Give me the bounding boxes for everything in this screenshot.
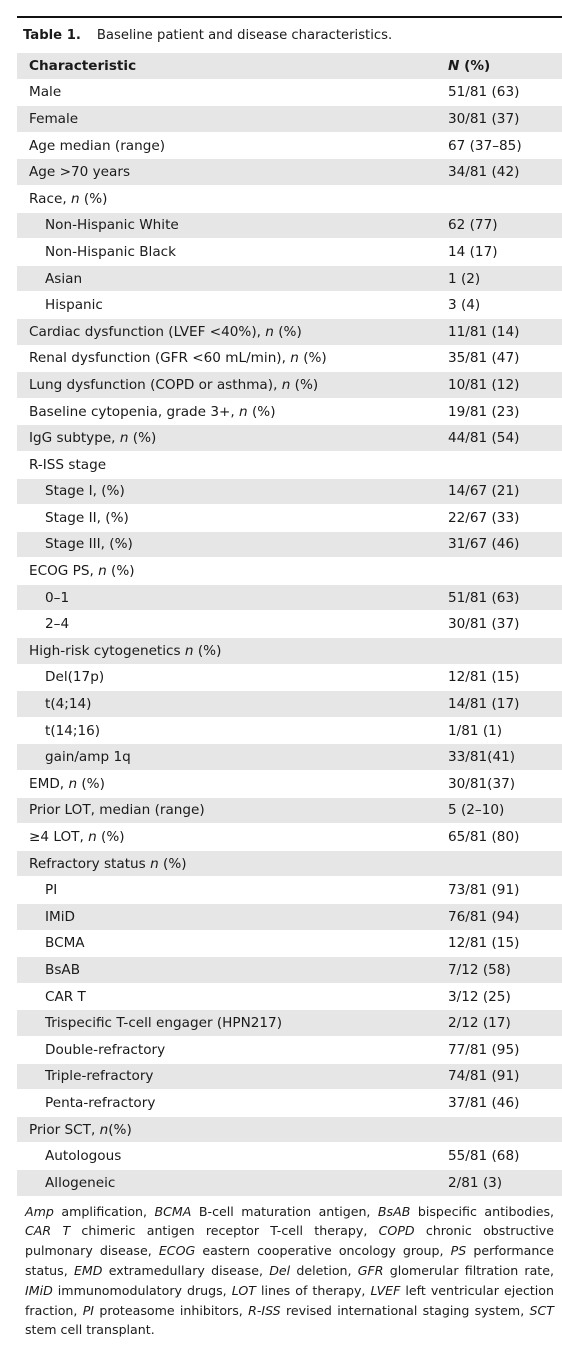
row-label: 0–1 <box>45 589 70 606</box>
footnote-abbr: ECOG <box>158 1243 196 1259</box>
row-characteristic <box>17 723 448 739</box>
table-figure <box>17 16 562 1340</box>
row-value: 14/81 (17) <box>448 696 520 713</box>
caption-title: Baseline patient and disease characteristics. <box>96 28 393 43</box>
row-characteristic <box>17 563 448 579</box>
characteristics-table <box>17 53 562 1197</box>
row-label: Renal dysfunction (GFR <60 mL/min), <box>29 350 291 367</box>
footnote-abbr: SCT <box>529 1302 554 1318</box>
row-label-suffix: (%) <box>298 350 327 367</box>
footnote-abbr: IMiD <box>25 1282 53 1298</box>
row-label: Stage III, (%) <box>45 536 133 553</box>
footnote-abbr: EMD <box>73 1262 103 1278</box>
table-row <box>17 319 562 346</box>
row-label: Age >70 years <box>29 164 131 181</box>
table-row <box>17 984 562 1011</box>
table-row <box>17 771 562 798</box>
table-row <box>17 292 562 319</box>
caption-label: Table 1. <box>23 28 81 43</box>
header-characteristic: Characteristic <box>29 57 137 74</box>
table-row <box>17 611 562 638</box>
row-value: 19/81 (23) <box>448 403 520 420</box>
row-label: Non-Hispanic White <box>45 217 179 234</box>
row-characteristic <box>17 856 448 872</box>
table-row <box>17 80 562 107</box>
row-label: t(14;16) <box>45 722 101 739</box>
row-label-italic: n <box>88 829 97 846</box>
table-row <box>17 213 562 240</box>
row-label-suffix: (%) <box>106 563 135 580</box>
table-row <box>17 585 562 612</box>
row-value: 12/81 (15) <box>448 669 520 686</box>
row-characteristic <box>17 1015 448 1031</box>
row-label: Age median (range) <box>29 137 166 154</box>
footnote-abbr: LVEF <box>370 1282 401 1298</box>
table-header-row <box>17 53 562 80</box>
row-label: Del(17p) <box>45 669 105 686</box>
row-label: IgG subtype, <box>29 430 120 447</box>
footnote-def: glomerular filtration rate, <box>383 1262 554 1278</box>
table-row <box>17 1143 562 1170</box>
row-label-suffix: (%) <box>193 642 222 659</box>
row-label: Lung dysfunction (COPD or asthma), <box>29 376 282 393</box>
table-row <box>17 744 562 771</box>
row-value: 30/81 (37) <box>448 110 520 127</box>
row-characteristic <box>17 935 448 951</box>
table-row <box>17 957 562 984</box>
row-label: Non-Hispanic Black <box>45 243 177 260</box>
row-label: Stage II, (%) <box>45 509 129 526</box>
header-n-rest: (%) <box>459 57 491 74</box>
row-label: ≥4 LOT, <box>29 829 89 846</box>
row-label: Stage I, (%) <box>45 483 125 500</box>
footnote-def: eastern cooperative oncology group, <box>195 1243 451 1259</box>
row-label: Double-refractory <box>45 1041 166 1058</box>
footnote-def: proteasome inhibitors, <box>94 1302 249 1318</box>
row-value: 31/67 (46) <box>448 536 520 553</box>
row-label: ECOG PS, <box>29 563 99 580</box>
row-value: 33/81(41) <box>448 749 516 766</box>
row-value: 65/81 (80) <box>448 829 520 846</box>
footnote-abbr: BCMA <box>154 1203 192 1219</box>
row-label: Male <box>29 84 62 101</box>
row-characteristic <box>17 1095 448 1111</box>
row-label: Hispanic <box>45 297 103 314</box>
table-row <box>17 1090 562 1117</box>
row-label: Penta-refractory <box>45 1094 156 1111</box>
row-characteristic <box>17 1175 448 1191</box>
table-footnote <box>17 1197 562 1341</box>
row-characteristic <box>17 217 448 233</box>
table-row <box>17 266 562 293</box>
footnote-def: chronic obstructive pulmonary disease, <box>25 1223 555 1259</box>
row-characteristic <box>17 776 448 792</box>
row-label-suffix: (%) <box>79 190 108 207</box>
row-value: 67 (37–85) <box>448 137 522 154</box>
row-characteristic <box>17 696 448 712</box>
row-label-italic: n <box>150 855 159 872</box>
row-characteristic <box>17 669 448 685</box>
table-row <box>17 372 562 399</box>
row-characteristic <box>17 749 448 765</box>
table-row <box>17 558 562 585</box>
row-characteristic <box>17 1122 448 1138</box>
table-row <box>17 931 562 958</box>
table-row <box>17 1170 562 1197</box>
row-label-suffix: (%) <box>108 1121 132 1138</box>
row-label: Race, <box>29 190 71 207</box>
row-label: gain/amp 1q <box>45 749 131 766</box>
table-row <box>17 505 562 532</box>
row-value: 74/81 (91) <box>448 1068 520 1085</box>
table-row <box>17 106 562 133</box>
row-label-suffix: (%) <box>290 376 319 393</box>
row-value: 34/81 (42) <box>448 164 520 181</box>
row-label: Cardiac dysfunction (LVEF <40%), <box>29 323 266 340</box>
table-row <box>17 239 562 266</box>
table-row <box>17 1010 562 1037</box>
row-label: R-ISS stage <box>29 456 107 473</box>
row-label: t(4;14) <box>45 696 92 713</box>
row-value: 51/81 (63) <box>448 84 520 101</box>
row-label-suffix: (%) <box>247 403 276 420</box>
row-characteristic <box>17 84 448 100</box>
footnote-def: stem cell transplant. <box>25 1322 155 1338</box>
row-characteristic <box>17 377 448 393</box>
row-characteristic <box>17 829 448 845</box>
row-label: High-risk cytogenetics <box>29 642 185 659</box>
row-characteristic <box>17 1068 448 1084</box>
row-characteristic <box>17 350 448 366</box>
row-label-italic: n <box>98 563 107 580</box>
row-value: 11/81 (14) <box>448 323 520 340</box>
table-row <box>17 452 562 479</box>
footnote-abbr: R-ISS <box>248 1302 281 1318</box>
row-characteristic <box>17 802 448 818</box>
row-value: 2/81 (3) <box>448 1174 503 1191</box>
row-label-italic: n <box>68 775 78 792</box>
row-characteristic <box>17 616 448 632</box>
row-value: 51/81 (63) <box>448 589 520 606</box>
row-label: Allogeneic <box>45 1174 116 1191</box>
row-characteristic <box>17 404 448 420</box>
row-value: 5 (2–10) <box>448 802 505 819</box>
table-row <box>17 824 562 851</box>
row-label: IMiD <box>45 908 75 925</box>
row-characteristic <box>17 962 448 978</box>
row-label: EMD, <box>29 775 69 792</box>
table-row <box>17 399 562 426</box>
table-row <box>17 1117 562 1144</box>
row-value: 77/81 (95) <box>448 1041 520 1058</box>
row-label: Prior LOT, median (range) <box>29 802 205 819</box>
row-characteristic <box>17 297 448 313</box>
table-row <box>17 904 562 931</box>
footnote-abbr: GFR <box>357 1262 384 1278</box>
table-row <box>17 186 562 213</box>
footnote-def: B-cell maturation antigen, <box>191 1203 378 1219</box>
row-value: 44/81 (54) <box>448 430 520 447</box>
row-label-suffix: (%) <box>128 430 157 447</box>
row-characteristic <box>17 457 448 473</box>
table-row <box>17 1064 562 1091</box>
row-label: Autologous <box>45 1148 122 1165</box>
row-label-italic: n <box>99 1121 109 1138</box>
table-row <box>17 665 562 692</box>
row-characteristic <box>17 1148 448 1164</box>
table-row <box>17 479 562 506</box>
row-value: 14/67 (21) <box>448 483 520 500</box>
row-characteristic <box>17 244 448 260</box>
row-characteristic <box>17 590 448 606</box>
row-value: 73/81 (91) <box>448 882 520 899</box>
row-characteristic <box>17 191 448 207</box>
table-row <box>17 425 562 452</box>
row-characteristic <box>17 510 448 526</box>
row-characteristic <box>17 111 448 127</box>
row-label: CAR T <box>45 988 86 1005</box>
row-label: 2–4 <box>45 616 70 633</box>
row-value: 7/12 (58) <box>448 961 511 978</box>
row-label-italic: n <box>265 323 274 340</box>
row-value: 55/81 (68) <box>448 1148 520 1165</box>
row-label-italic: n <box>70 190 80 207</box>
row-value: 10/81 (12) <box>448 376 520 393</box>
row-characteristic <box>17 909 448 925</box>
row-label-suffix: (%) <box>273 323 302 340</box>
row-characteristic <box>17 138 448 154</box>
row-value: 14 (17) <box>448 243 498 260</box>
table-row <box>17 718 562 745</box>
row-characteristic <box>17 882 448 898</box>
row-characteristic <box>17 643 448 659</box>
footnote-abbr: Del <box>269 1262 291 1278</box>
row-value: 3 (4) <box>448 297 481 314</box>
row-label: Female <box>29 110 79 127</box>
table-row <box>17 159 562 186</box>
row-label-italic: n <box>119 430 129 447</box>
footnote-def: amplification, <box>53 1203 155 1219</box>
row-label: BCMA <box>45 935 85 952</box>
table-row <box>17 532 562 559</box>
row-label: Asian <box>45 270 83 287</box>
footnote-def: deletion, <box>290 1262 358 1278</box>
footnote-abbr: PS <box>450 1243 467 1259</box>
footnote-abbr: CAR T <box>25 1223 71 1239</box>
footnote-def: chimeric antigen receptor T-cell therapy, <box>70 1223 379 1239</box>
row-label: BsAB <box>45 961 81 978</box>
header-n <box>448 58 562 74</box>
footnote-def: lines of therapy, <box>255 1282 371 1298</box>
row-value: 30/81(37) <box>448 775 516 792</box>
table-row <box>17 877 562 904</box>
footnote-def: extramedullary disease, <box>102 1262 270 1278</box>
row-characteristic <box>17 324 448 340</box>
table-row <box>17 851 562 878</box>
row-characteristic <box>17 1042 448 1058</box>
row-label: Prior SCT, <box>29 1121 100 1138</box>
row-value: 37/81 (46) <box>448 1094 520 1111</box>
row-value: 62 (77) <box>448 217 498 234</box>
footnote-abbr: Amp <box>25 1203 54 1219</box>
footnote-abbr: COPD <box>378 1223 415 1239</box>
row-value: 12/81 (15) <box>448 935 520 952</box>
footnote-def: performance status, <box>25 1243 554 1278</box>
row-label: Refractory status <box>29 855 151 872</box>
row-characteristic <box>17 271 448 287</box>
footnote-def: revised international staging system, <box>280 1302 530 1318</box>
row-label: Baseline cytopenia, grade 3+, <box>29 403 240 420</box>
row-characteristic <box>17 164 448 180</box>
row-value: 1/81 (1) <box>448 722 503 739</box>
table-row <box>17 798 562 825</box>
row-label-italic: n <box>184 642 194 659</box>
footnote-def: immunomodulatory drugs, <box>52 1282 232 1298</box>
row-characteristic <box>17 536 448 552</box>
row-label-suffix: (%) <box>158 855 187 872</box>
table-row <box>17 638 562 665</box>
row-value: 30/81 (37) <box>448 616 520 633</box>
row-label-italic: n <box>239 403 248 420</box>
table-row <box>17 133 562 160</box>
row-characteristic <box>17 989 448 1005</box>
table-row <box>17 346 562 373</box>
row-value: 22/67 (33) <box>448 509 520 526</box>
table-row <box>17 691 562 718</box>
footnote-def: bispecific antibodies, <box>410 1203 555 1219</box>
row-characteristic <box>17 430 448 446</box>
row-label: Trispecific T-cell engager (HPN217) <box>45 1015 283 1032</box>
footnote-abbr: PI <box>82 1302 95 1318</box>
row-label-suffix: (%) <box>96 829 125 846</box>
row-label-italic: n <box>281 376 291 393</box>
row-characteristic <box>17 483 448 499</box>
row-value: 1 (2) <box>448 270 481 287</box>
row-value: 76/81 (94) <box>448 908 520 925</box>
row-value: 35/81 (47) <box>448 350 520 367</box>
footnote-def: left ventricular ejection fraction, <box>25 1282 554 1318</box>
table-caption <box>17 18 562 53</box>
row-label: Triple-refractory <box>45 1068 154 1085</box>
row-value: 3/12 (25) <box>448 988 511 1005</box>
row-label-italic: n <box>290 350 299 367</box>
table-row <box>17 1037 562 1064</box>
row-label: PI <box>45 882 58 899</box>
footnote-abbr: BsAB <box>377 1203 411 1219</box>
row-label-suffix: (%) <box>77 775 105 792</box>
row-value: 2/12 (17) <box>448 1015 511 1032</box>
footnote-abbr: LOT <box>231 1282 256 1298</box>
header-n-italic: N <box>448 57 460 74</box>
